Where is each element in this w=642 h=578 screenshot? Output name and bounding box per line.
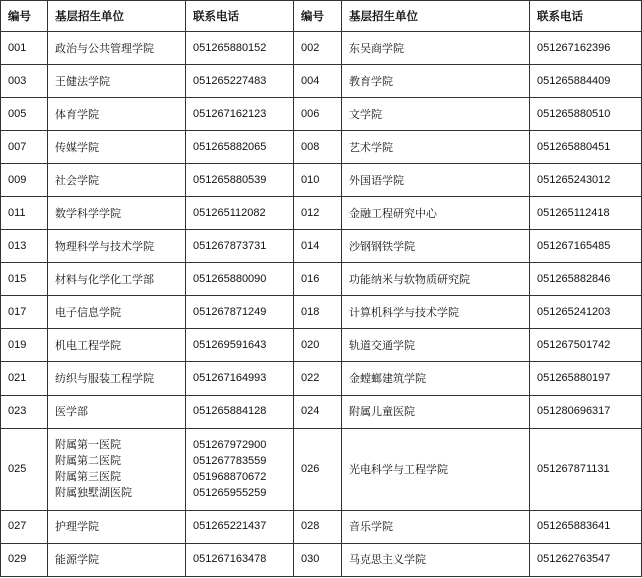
unit-phone: 051267783559 [193,455,267,468]
unit-name: 附属第二医院 [55,454,121,468]
unit-name: 沙钢钢铁学院 [342,230,530,263]
unit-code: 014 [294,230,342,263]
unit-code: 018 [294,296,342,329]
unit-code: 003 [1,65,48,98]
unit-code: 009 [1,164,48,197]
unit-name: 音乐学院 [342,510,530,543]
header-phone: 联系电话 [186,1,294,32]
unit-code: 020 [294,329,342,362]
table-row [1,543,642,576]
unit-phone: 051267873731 [186,230,294,263]
unit-code: 007 [1,131,48,164]
unit-name: 马克思主义学院 [342,543,530,576]
unit-name: 材料与化学化工学部 [48,263,186,296]
unit-phone: 051269591643 [186,329,294,362]
unit-name: 传媒学院 [48,131,186,164]
unit-phone: 051267162123 [186,98,294,131]
table-row [1,362,642,395]
unit-code: 005 [1,98,48,131]
unit-name: 轨道交通学院 [342,329,530,362]
table-row [1,230,642,263]
unit-code: 027 [1,510,48,543]
unit-phone: 051265883641 [530,510,642,543]
table-row [1,164,642,197]
unit-phone: 051265955259 [193,487,267,500]
header-row [1,1,642,32]
unit-phone-list [186,428,294,510]
unit-phone: 051267164993 [186,362,294,395]
table-row [1,197,642,230]
unit-phone: 051265882065 [186,131,294,164]
unit-code: 028 [294,510,342,543]
table-row [1,98,642,131]
unit-code: 012 [294,197,342,230]
unit-code: 019 [1,329,48,362]
unit-name: 附属第三医院 [55,470,121,484]
unit-code: 016 [294,263,342,296]
unit-name: 物理科学与技术学院 [48,230,186,263]
unit-code: 025 [1,428,48,510]
unit-phone: 051267162396 [530,32,642,65]
table-row [1,263,642,296]
unit-name: 东吴商学院 [342,32,530,65]
unit-phone: 051265880510 [530,98,642,131]
table-row [1,395,642,428]
unit-phone: 051265880152 [186,32,294,65]
unit-code: 001 [1,32,48,65]
unit-phone: 051267165485 [530,230,642,263]
unit-phone: 051265243012 [530,164,642,197]
unit-phone: 051968870672 [193,471,267,484]
unit-name: 教育学院 [342,65,530,98]
unit-phone: 051265884409 [530,65,642,98]
unit-code: 013 [1,230,48,263]
unit-name: 光电科学与工程学院 [342,428,530,510]
unit-name: 王健法学院 [48,65,186,98]
unit-name: 附属儿童医院 [342,395,530,428]
unit-code: 010 [294,164,342,197]
unit-name: 数学科学学院 [48,197,186,230]
unit-phone: 051267871131 [530,428,642,510]
unit-phone: 051265227483 [186,65,294,98]
unit-phone: 051267871249 [186,296,294,329]
unit-phone: 051267972900 [193,439,267,452]
unit-phone: 051265880197 [530,362,642,395]
unit-code: 015 [1,263,48,296]
unit-name: 社会学院 [48,164,186,197]
unit-code: 029 [1,543,48,576]
unit-code: 008 [294,131,342,164]
unit-name: 机电工程学院 [48,329,186,362]
unit-phone: 051265880090 [186,263,294,296]
header-code: 编号 [294,1,342,32]
unit-phone: 051267163478 [186,543,294,576]
unit-name: 政治与公共管理学院 [48,32,186,65]
unit-phone: 051262763547 [530,543,642,576]
unit-code: 011 [1,197,48,230]
unit-name: 外国语学院 [342,164,530,197]
unit-name-list [48,428,186,510]
unit-code: 030 [294,543,342,576]
unit-name: 附属独墅湖医院 [55,486,132,500]
unit-code: 022 [294,362,342,395]
unit-name: 纺织与服装工程学院 [48,362,186,395]
unit-name: 医学部 [48,395,186,428]
unit-phone: 051265221437 [186,510,294,543]
table-row [1,131,642,164]
table-row [1,296,642,329]
table-row-multi [1,428,642,510]
unit-code: 002 [294,32,342,65]
unit-phone: 051265880451 [530,131,642,164]
unit-name: 附属第一医院 [55,438,121,452]
unit-name: 体育学院 [48,98,186,131]
header-code: 编号 [1,1,48,32]
table-row [1,32,642,65]
unit-name: 功能纳米与软物质研究院 [342,263,530,296]
unit-code: 017 [1,296,48,329]
unit-name: 文学院 [342,98,530,131]
table-row [1,65,642,98]
table-row [1,329,642,362]
unit-name: 能源学院 [48,543,186,576]
unit-name: 计算机科学与技术学院 [342,296,530,329]
unit-phone: 051265112082 [186,197,294,230]
unit-name: 电子信息学院 [48,296,186,329]
unit-name: 护理学院 [48,510,186,543]
unit-phone: 051265882846 [530,263,642,296]
unit-code: 006 [294,98,342,131]
table-row [1,510,642,543]
header-unit: 基层招生单位 [48,1,186,32]
unit-phone: 051267501742 [530,329,642,362]
unit-name: 金螳螂建筑学院 [342,362,530,395]
unit-phone: 051265884128 [186,395,294,428]
unit-name: 艺术学院 [342,131,530,164]
unit-code: 023 [1,395,48,428]
unit-code: 004 [294,65,342,98]
unit-phone: 051265112418 [530,197,642,230]
header-phone: 联系电话 [530,1,642,32]
unit-code: 021 [1,362,48,395]
unit-code: 024 [294,395,342,428]
unit-name: 金融工程研究中心 [342,197,530,230]
unit-code: 026 [294,428,342,510]
header-unit: 基层招生单位 [342,1,530,32]
unit-phone: 051265241203 [530,296,642,329]
unit-phone: 051265880539 [186,164,294,197]
unit-phone: 051280696317 [530,395,642,428]
